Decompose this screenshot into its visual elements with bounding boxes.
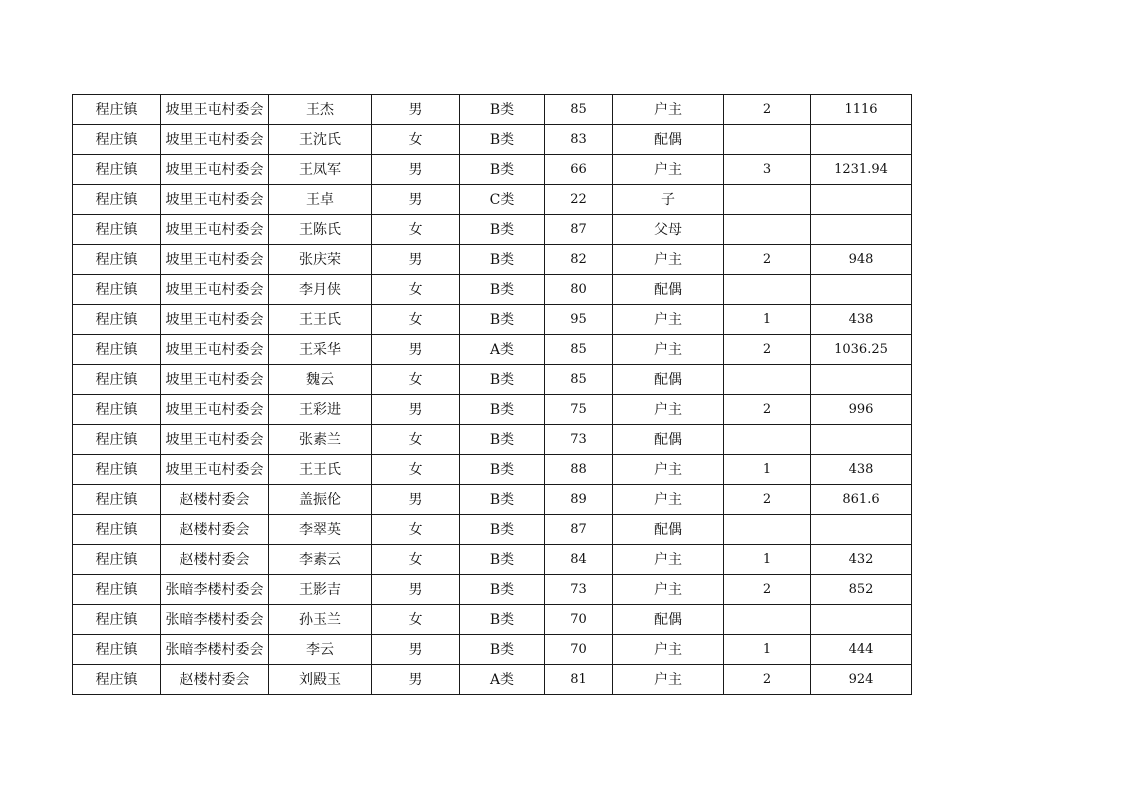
- table-row: [73, 185, 912, 215]
- village-committee-cell: 坡里王屯村委会: [161, 95, 269, 125]
- household-size-cell: 2: [724, 335, 811, 365]
- relation-cell: 户主: [613, 665, 724, 695]
- age-cell: 82: [545, 245, 613, 275]
- gender-cell: 女: [372, 305, 460, 335]
- village-committee-cell: 赵楼村委会: [161, 515, 269, 545]
- household-size-cell: 2: [724, 395, 811, 425]
- name-cell: 王王氏: [269, 455, 372, 485]
- gender-cell: 男: [372, 395, 460, 425]
- name-cell: 张素兰: [269, 425, 372, 455]
- age-cell: 85: [545, 95, 613, 125]
- table-row: [73, 125, 912, 155]
- age-cell: 73: [545, 425, 613, 455]
- table-body: [73, 95, 912, 695]
- gender-cell: 男: [372, 575, 460, 605]
- village-committee-cell: 坡里王屯村委会: [161, 275, 269, 305]
- table-row: [73, 305, 912, 335]
- table-row: [73, 635, 912, 665]
- table-row: [73, 365, 912, 395]
- town-cell: 程庄镇: [73, 305, 161, 335]
- town-cell: 程庄镇: [73, 485, 161, 515]
- relation-cell: 户主: [613, 635, 724, 665]
- table-row: [73, 95, 912, 125]
- village-committee-cell: 坡里王屯村委会: [161, 395, 269, 425]
- name-cell: 李素云: [269, 545, 372, 575]
- gender-cell: 女: [372, 605, 460, 635]
- relation-cell: 户主: [613, 155, 724, 185]
- household-size-cell: [724, 275, 811, 305]
- age-cell: 87: [545, 515, 613, 545]
- amount-cell: [811, 365, 912, 395]
- household-size-cell: 2: [724, 665, 811, 695]
- table-row: [73, 245, 912, 275]
- category-cell: B类: [460, 275, 545, 305]
- name-cell: 王卓: [269, 185, 372, 215]
- amount-cell: 438: [811, 305, 912, 335]
- amount-cell: [811, 605, 912, 635]
- relation-cell: 配偶: [613, 365, 724, 395]
- age-cell: 85: [545, 365, 613, 395]
- gender-cell: 男: [372, 155, 460, 185]
- age-cell: 81: [545, 665, 613, 695]
- name-cell: 王彩进: [269, 395, 372, 425]
- town-cell: 程庄镇: [73, 545, 161, 575]
- age-cell: 80: [545, 275, 613, 305]
- relation-cell: 配偶: [613, 605, 724, 635]
- name-cell: 李翠英: [269, 515, 372, 545]
- gender-cell: 女: [372, 515, 460, 545]
- category-cell: B类: [460, 545, 545, 575]
- name-cell: 盖振伦: [269, 485, 372, 515]
- category-cell: B类: [460, 605, 545, 635]
- amount-cell: 948: [811, 245, 912, 275]
- amount-cell: 1231.94: [811, 155, 912, 185]
- age-cell: 87: [545, 215, 613, 245]
- name-cell: 王陈氏: [269, 215, 372, 245]
- age-cell: 73: [545, 575, 613, 605]
- age-cell: 83: [545, 125, 613, 155]
- town-cell: 程庄镇: [73, 605, 161, 635]
- relation-cell: 配偶: [613, 425, 724, 455]
- amount-cell: [811, 425, 912, 455]
- household-size-cell: [724, 365, 811, 395]
- town-cell: 程庄镇: [73, 425, 161, 455]
- household-size-cell: 2: [724, 485, 811, 515]
- name-cell: 李月侠: [269, 275, 372, 305]
- gender-cell: 女: [372, 275, 460, 305]
- gender-cell: 女: [372, 545, 460, 575]
- town-cell: 程庄镇: [73, 635, 161, 665]
- name-cell: 李云: [269, 635, 372, 665]
- amount-cell: 1036.25: [811, 335, 912, 365]
- amount-cell: 852: [811, 575, 912, 605]
- gender-cell: 男: [372, 95, 460, 125]
- household-size-cell: [724, 125, 811, 155]
- village-committee-cell: 坡里王屯村委会: [161, 335, 269, 365]
- town-cell: 程庄镇: [73, 215, 161, 245]
- household-size-cell: [724, 515, 811, 545]
- town-cell: 程庄镇: [73, 455, 161, 485]
- household-size-cell: 3: [724, 155, 811, 185]
- age-cell: 66: [545, 155, 613, 185]
- category-cell: B类: [460, 95, 545, 125]
- amount-cell: [811, 185, 912, 215]
- relation-cell: 户主: [613, 455, 724, 485]
- name-cell: 魏云: [269, 365, 372, 395]
- age-cell: 70: [545, 605, 613, 635]
- village-committee-cell: 张暗李楼村委会: [161, 635, 269, 665]
- village-committee-cell: 坡里王屯村委会: [161, 215, 269, 245]
- category-cell: B类: [460, 365, 545, 395]
- category-cell: B类: [460, 245, 545, 275]
- relation-cell: 户主: [613, 485, 724, 515]
- town-cell: 程庄镇: [73, 575, 161, 605]
- town-cell: 程庄镇: [73, 395, 161, 425]
- amount-cell: 432: [811, 545, 912, 575]
- name-cell: 王凤军: [269, 155, 372, 185]
- table-row: [73, 515, 912, 545]
- town-cell: 程庄镇: [73, 155, 161, 185]
- category-cell: A类: [460, 335, 545, 365]
- amount-cell: 861.6: [811, 485, 912, 515]
- town-cell: 程庄镇: [73, 275, 161, 305]
- village-committee-cell: 坡里王屯村委会: [161, 305, 269, 335]
- relation-cell: 户主: [613, 395, 724, 425]
- relation-cell: 配偶: [613, 125, 724, 155]
- town-cell: 程庄镇: [73, 95, 161, 125]
- household-size-cell: [724, 215, 811, 245]
- category-cell: B类: [460, 515, 545, 545]
- gender-cell: 女: [372, 365, 460, 395]
- amount-cell: 996: [811, 395, 912, 425]
- table-row: [73, 665, 912, 695]
- household-size-cell: 1: [724, 545, 811, 575]
- town-cell: 程庄镇: [73, 245, 161, 275]
- name-cell: 刘殿玉: [269, 665, 372, 695]
- relation-cell: 户主: [613, 305, 724, 335]
- category-cell: C类: [460, 185, 545, 215]
- age-cell: 88: [545, 455, 613, 485]
- household-size-cell: [724, 605, 811, 635]
- relation-cell: 户主: [613, 335, 724, 365]
- amount-cell: 924: [811, 665, 912, 695]
- age-cell: 70: [545, 635, 613, 665]
- village-committee-cell: 坡里王屯村委会: [161, 155, 269, 185]
- category-cell: B类: [460, 155, 545, 185]
- amount-cell: [811, 125, 912, 155]
- name-cell: 王影吉: [269, 575, 372, 605]
- gender-cell: 女: [372, 215, 460, 245]
- table-row: [73, 215, 912, 245]
- table-row: [73, 335, 912, 365]
- gender-cell: 男: [372, 485, 460, 515]
- town-cell: 程庄镇: [73, 515, 161, 545]
- amount-cell: 1116: [811, 95, 912, 125]
- village-committee-cell: 赵楼村委会: [161, 485, 269, 515]
- village-committee-cell: 坡里王屯村委会: [161, 425, 269, 455]
- amount-cell: [811, 275, 912, 305]
- category-cell: B类: [460, 215, 545, 245]
- category-cell: B类: [460, 485, 545, 515]
- gender-cell: 男: [372, 635, 460, 665]
- category-cell: B类: [460, 305, 545, 335]
- name-cell: 孙玉兰: [269, 605, 372, 635]
- name-cell: 王采华: [269, 335, 372, 365]
- category-cell: B类: [460, 395, 545, 425]
- age-cell: 89: [545, 485, 613, 515]
- category-cell: B类: [460, 575, 545, 605]
- amount-cell: 444: [811, 635, 912, 665]
- household-size-cell: [724, 425, 811, 455]
- name-cell: 张庆荣: [269, 245, 372, 275]
- gender-cell: 男: [372, 245, 460, 275]
- town-cell: 程庄镇: [73, 665, 161, 695]
- household-size-cell: 1: [724, 635, 811, 665]
- village-committee-cell: 赵楼村委会: [161, 545, 269, 575]
- table-row: [73, 545, 912, 575]
- data-table: [72, 94, 912, 695]
- relation-cell: 户主: [613, 95, 724, 125]
- age-cell: 84: [545, 545, 613, 575]
- gender-cell: 女: [372, 425, 460, 455]
- table-row: [73, 605, 912, 635]
- amount-cell: 438: [811, 455, 912, 485]
- town-cell: 程庄镇: [73, 185, 161, 215]
- village-committee-cell: 张暗李楼村委会: [161, 575, 269, 605]
- household-size-cell: 1: [724, 455, 811, 485]
- village-committee-cell: 坡里王屯村委会: [161, 185, 269, 215]
- table-row: [73, 425, 912, 455]
- name-cell: 王沈氏: [269, 125, 372, 155]
- town-cell: 程庄镇: [73, 335, 161, 365]
- relation-cell: 户主: [613, 245, 724, 275]
- category-cell: B类: [460, 125, 545, 155]
- name-cell: 王杰: [269, 95, 372, 125]
- relation-cell: 配偶: [613, 275, 724, 305]
- gender-cell: 女: [372, 125, 460, 155]
- gender-cell: 女: [372, 455, 460, 485]
- relation-cell: 户主: [613, 575, 724, 605]
- table-row: [73, 485, 912, 515]
- village-committee-cell: 赵楼村委会: [161, 665, 269, 695]
- age-cell: 22: [545, 185, 613, 215]
- relation-cell: 子: [613, 185, 724, 215]
- village-committee-cell: 张暗李楼村委会: [161, 605, 269, 635]
- household-size-cell: [724, 185, 811, 215]
- amount-cell: [811, 215, 912, 245]
- relation-cell: 配偶: [613, 515, 724, 545]
- name-cell: 王王氏: [269, 305, 372, 335]
- household-size-cell: 2: [724, 95, 811, 125]
- table-row: [73, 455, 912, 485]
- gender-cell: 男: [372, 335, 460, 365]
- table-row: [73, 275, 912, 305]
- village-committee-cell: 坡里王屯村委会: [161, 125, 269, 155]
- village-committee-cell: 坡里王屯村委会: [161, 245, 269, 275]
- category-cell: B类: [460, 455, 545, 485]
- household-size-cell: 1: [724, 305, 811, 335]
- relation-cell: 父母: [613, 215, 724, 245]
- gender-cell: 男: [372, 185, 460, 215]
- category-cell: B类: [460, 425, 545, 455]
- age-cell: 75: [545, 395, 613, 425]
- household-size-cell: 2: [724, 575, 811, 605]
- village-committee-cell: 坡里王屯村委会: [161, 455, 269, 485]
- table-row: [73, 395, 912, 425]
- age-cell: 95: [545, 305, 613, 335]
- amount-cell: [811, 515, 912, 545]
- relation-cell: 户主: [613, 545, 724, 575]
- village-committee-cell: 坡里王屯村委会: [161, 365, 269, 395]
- table-row: [73, 575, 912, 605]
- town-cell: 程庄镇: [73, 365, 161, 395]
- age-cell: 85: [545, 335, 613, 365]
- town-cell: 程庄镇: [73, 125, 161, 155]
- table-row: [73, 155, 912, 185]
- category-cell: A类: [460, 665, 545, 695]
- household-size-cell: 2: [724, 245, 811, 275]
- gender-cell: 男: [372, 665, 460, 695]
- category-cell: B类: [460, 635, 545, 665]
